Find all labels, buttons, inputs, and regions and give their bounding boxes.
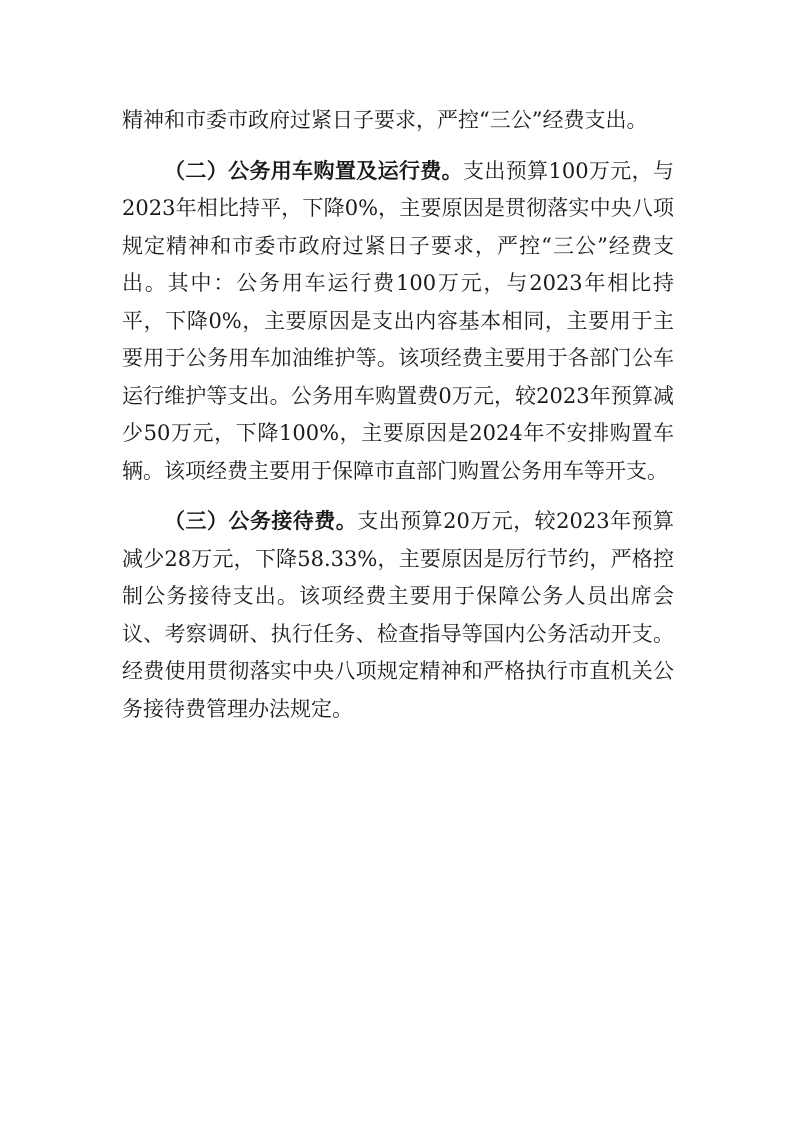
section-heading: （三）公务接待费。 xyxy=(164,508,358,533)
paragraph-text: 支出预算100万元，与2023年相比持平，下降0%，主要原因是贯彻落实中央八项规定精神和市委市政府过紧日子要求，严控“三公”经费支出。其中：公务用车运行费100万元，与2023年相比持平，下降0%，主要原因是支出内容基本相同，主要用于主要用于公务用车加油维护等。该项经费主要用于各部门公车运行维护等支出。公务用车购置费0万元，较2023年预算减少50万元，下降100%，主要原因是2024年不安排购置车辆。该项经费主要用于保障市直部门购置公务用车等开支。 xyxy=(122,158,674,483)
paragraph-text: 支出预算20万元，较2023年预算减少28万元，下降58.33%，主要原因是厉行节约，严格控制公务接待支出。该项经费主要用于保障公务人员出席会议、考察调研、执行任务、检查指导等国内公务活动开支。经费使用贯彻落实中央八项规定精神和严格执行市直机关公务接待费管理办法规定。 xyxy=(122,509,674,721)
paragraph-continuation xyxy=(122,102,674,140)
paragraph-gap xyxy=(122,140,674,152)
paragraph-gap xyxy=(122,490,674,502)
paragraph-reception-expenses xyxy=(122,502,674,728)
document-body xyxy=(122,102,674,728)
section-heading: （二）公务用车购置及运行费。 xyxy=(164,157,464,183)
paragraph-text: 精神和市委市政府过紧日子要求，严控“三公”经费支出。 xyxy=(122,108,648,132)
paragraph-vehicle-expenses xyxy=(122,152,674,491)
